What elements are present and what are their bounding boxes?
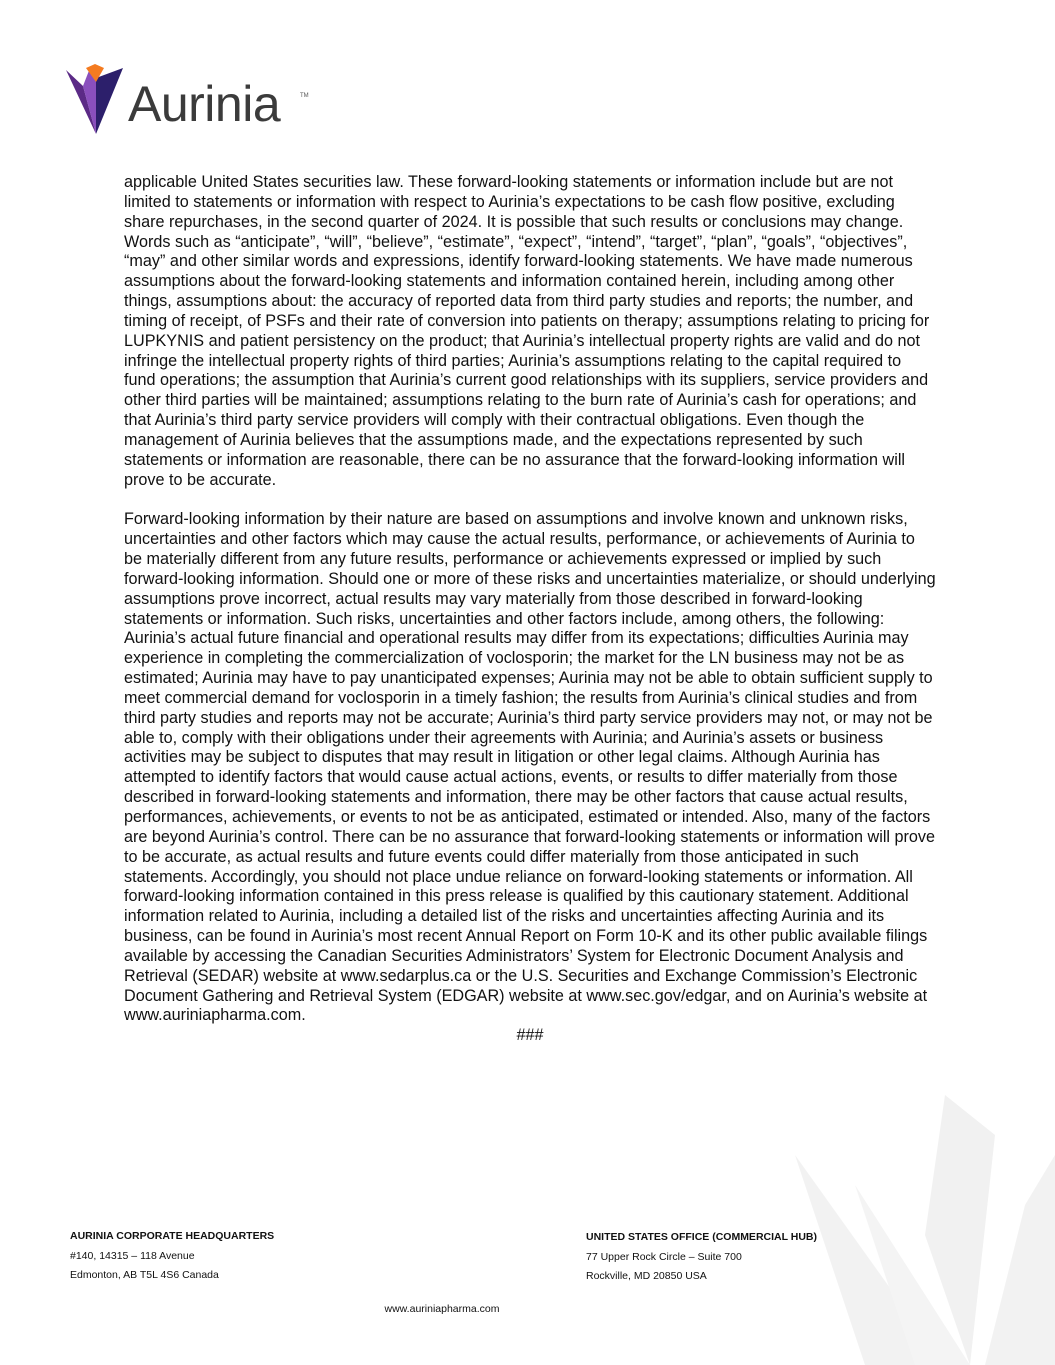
us-office-line-1: 77 Upper Rock Circle – Suite 700 [586,1250,742,1263]
hq-line-1: #140, 14315 – 118 Avenue [70,1249,195,1262]
us-office-address [586,1228,817,1287]
us-office-title: UNITED STATES OFFICE (COMMERCIAL HUB) [586,1231,817,1243]
hq-address [70,1227,274,1286]
logo-wordmark: Aurinia [128,76,281,132]
hq-line-2: Edmonton, AB T5L 4S6 Canada [70,1269,219,1281]
logo-watermark-icon [795,1095,1055,1365]
us-office-line-2: Rockville, MD 20850 USA [586,1270,707,1282]
paragraph-risks: Forward-looking information by their nature are based on assumptions and involve known and unknown risks, uncertainties and other factors which may cause the actual results, performance, or achievements of Aurinia to be materially different from any future results, performance or achievements expressed or implied by such forward-looking information. Should one or more of these risks and uncertainties materialize, or should underlying assumptions prove incorrect, actual results may vary materially from those described in forward-looking statements or information. Such risks, uncertainties and other factors include, among others, the following: Aurinia’s actual future financial and operational results may differ from its expectations; difficulties Aurinia may experience in completing the commercialization of voclosporin; the market for the LN business may not be as estimated; Aurinia may have to pay unanticipated expenses; Aurinia may not be able to obtain sufficient supply to meet commercial demand for voclosporin in a timely fashion; the results from Aurinia’s clinical studies and from third party studies and reports may not be accurate; Aurinia’s third party service providers may not, or may not be able to, comply with their obligations under their agreements with Aurinia; and Aurinia’s assets or business activities may be subject to disputes that may result in litigation or other legal claims. Although Aurinia has attempted to identify factors that would cause actual actions, events, or results to differ materially from those described in forward-looking statements and information, there may be other factors that cause actual results, performances, achievements, or events to not be as anticipated, estimated or intended. Also, many of the factors are beyond Aurinia’s control. There can be no assurance that forward-looking statements or information will prove to be accurate, as actual results and future events could differ materially from those anticipated in such statements. Accordingly, you should not place undue reliance on forward-looking statements or information. All forward-looking information contained in this press release is qualified by this cautionary statement. Additional information related to Aurinia, including a detailed list of the risks and uncertainties affecting Aurinia and its business, can be found in Aurinia’s most recent Annual Report on Form 10-K and its other public available filings available by accessing the Canadian Securities Administrators’ System for Electronic Document Analysis and Retrieval (SEDAR) website at www.sedarplus.ca or the U.S. Securities and Exchange Commission’s Electronic Document Gathering and Retrieval System (EDGAR) website at www.sec.gov/edgar, and on Aurinia’s website at www.auriniapharma.com. [124,510,936,1025]
footer-website: www.auriniapharma.com [384,1303,500,1315]
forward-looking-statements-body [124,173,936,1046]
paragraph-assumptions: applicable United States securities law. These forward-looking statements or information include but are not limited to statements or information with respect to Aurinia’s expectations to be cash flow positive, excluding share repurchases, in the second quarter of 2024. It is possible that such results or conclusions may change. Words such as “anticipate”, “will”, “believe”, “estimate”, “expect”, “intend”, “target”, “plan”, “goals”, “objectives”, “may” and other similar words and expressions, identify forward-looking statements. We have made numerous assumptions about the forward-looking statements and information contained herein, including among other things, assumptions about: the accuracy of reported data from third party studies and reports; the number, and timing of receipt, of PSFs and their rate of conversion into patients on therapy; assumptions relating to pricing for LUPKYNIS and patient persistency on the product; that Aurinia’s intellectual property rights are valid and do not infringe the intellectual property rights of third parties; Aurinia’s assumptions relating to the capital required to fund operations; the assumption that Aurinia’s current good relationships with its suppliers, service providers and other third parties will be maintained; assumptions relating to the burn rate of Aurinia’s cash for operations; and that Aurinia’s third party service providers will comply with their contractual obligations. Even though the management of Aurinia believes that the assumptions made, and the expectations represented by such statements or information are reasonable, there can be no assurance that the forward-looking information will prove to be accurate. [124,173,930,489]
aurinia-logo [66,64,326,139]
hq-title: AURINIA CORPORATE HEADQUARTERS [70,1230,275,1242]
aurinia-logo-mark [66,64,126,136]
end-marker: ### [516,1026,544,1045]
logo-trademark: TM [300,93,309,99]
